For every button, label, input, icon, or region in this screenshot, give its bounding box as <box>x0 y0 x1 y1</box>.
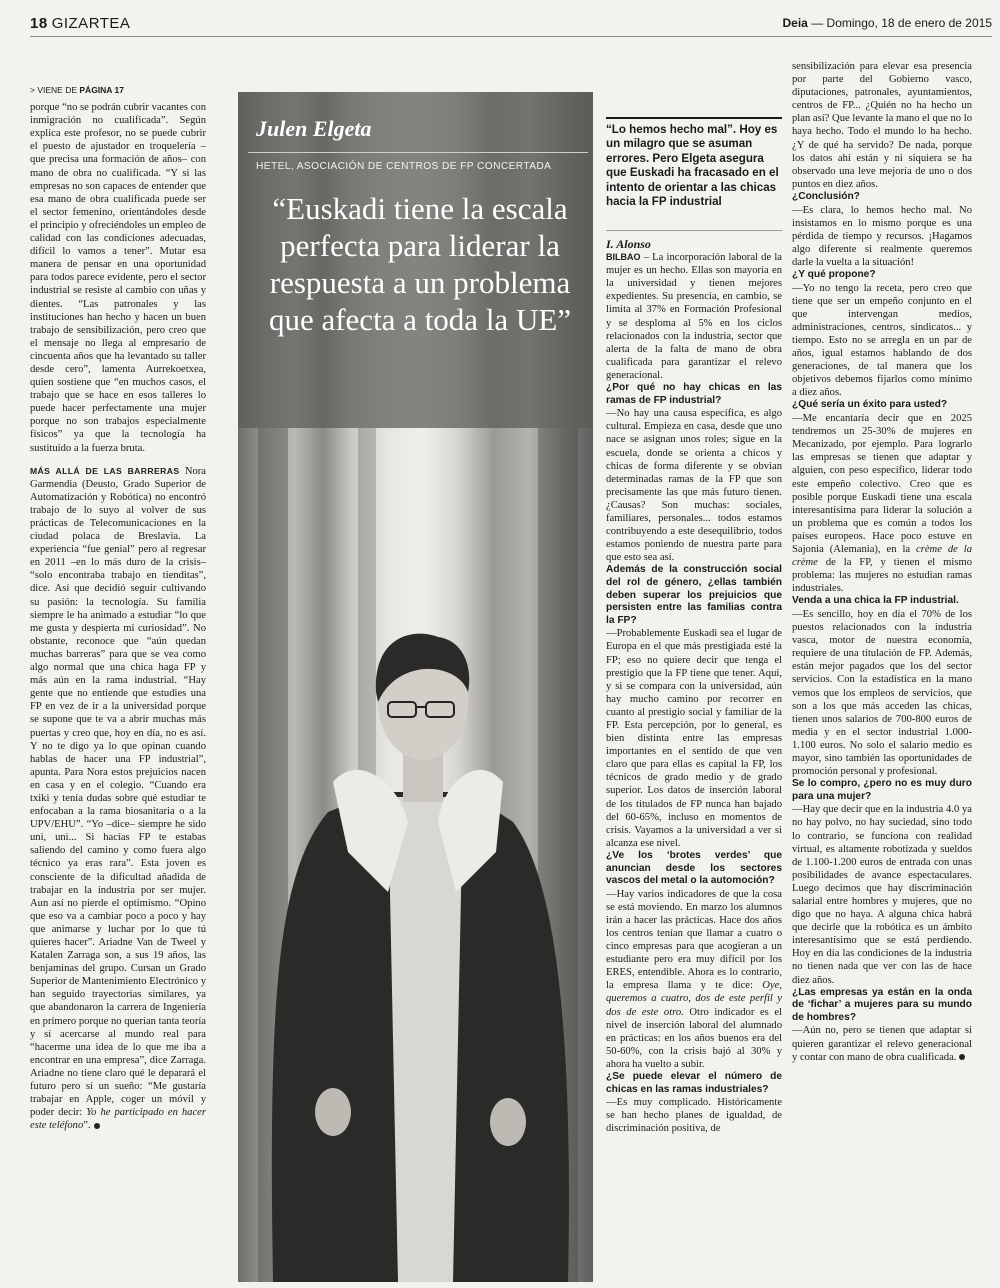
question: ¿Por qué no hay chicas en las ramas de FP industrial? <box>606 382 782 406</box>
paragraph: MÁS ALLÁ DE LAS BARRERAS Nora Garmendia (Deusto, Grado Superior de Automatización y Robótica) no encontró trabajo de lo suyo al volver de sus prácticas de Telecomunicaciones en la ciudad polaca de Breslavia. La experiencia “fue genial” pero al regresar en 2011 –en lo más duro de la crisis– “solo encontraba trabajo en tienditas”, dice. Así que decidió seguir cultivando su pasión: la tecnología. Su familia siempre le ha animado a estudiar “lo que me gusta y despierta mi curiosidad”. No obstante, reconoce que “aún quedan muchas barreras” para que se vea como algo normal que una chica haga FP y más aún en la rama industrial. “Hay gente que no entiende que estudies una FP en vez de ir a la universidad porque se supone que te va a abrir muchas más puertas y creo que, hoy en día, no es así. Y no te digo ya lo que opinan cuando hablas de hacer una FP industrial”, apunta. Para Nora estos prejuicios nacen en casa y en el colegio. “Cuando era txiki y tenía dudas sobre qué estudiar te enfocaban a la rama biosanitaria o a la UPV/EHU”. “Yo –dice– siempre he sido uni, uni... Si hacías FP te estabas saliendo del camino y como fuera algo técnico ya eras rara”. Esta joven es consciente de la dificultad añadida de trabajar en la industria por ser mujer. Aun así no pierde el optimismo. “Opino que eso va a cambiar poco a poco y hay que animarse y luchar por lo que tú quieres hacer”. Ariadne Van de Tweel y Katalen Zarraga son, a sus 19 años, las benjaminas del grupo. Cursan un Grado Superior de Mantenimiento Electrónico y han seguido trayectorias similares, ya que abandonaron la carrera de Ingeniería en primero porque no querían tanta teoría y sí acercarse al mundo real para “hacerme una idea de lo que me iba a encontrar en una empresa”, dice Zarraga. Ariadne no tiene claro qué le deparará el futuro pero sí un sueño: “Me gustaría trabajar en Apple, coger un móvil y poder decir: Yo he participado en hacer este teléfono”. <box>30 465 206 1132</box>
byline: I. Alonso <box>606 237 651 251</box>
issue-date: Domingo, 18 de enero de 2015 <box>826 16 992 30</box>
question: ¿Y qué propone? <box>792 269 876 280</box>
column-4 <box>792 60 972 1064</box>
column-3 <box>606 238 782 1135</box>
answer: —Es sencillo, hoy en día el 70% de los puestos relacionados con la industria vasca, motor de nuestra economía, requiere de una titulación de FP. Además, están mejor pagados que los del sector servicios. Con la estadística en la mano vemos que los empleos de servicios, que son a los que más acceden las chicas, tienen unos salarios de 700-800 euros de media y en el sector industrial 1.000-1.100 euros. No solo el salario medio es mayor, sino también las oportunidades de promoción personal y profesional. <box>792 608 972 778</box>
paper-date: Deia — Domingo, 18 de enero de 2015 <box>782 16 992 30</box>
answer: —Es clara, lo hemos hecho mal. No insistamos en lo mismo porque es una pérdida de tiempo y recursos. ¡Hagamos algo diferente si realmente queremos darle la vuelta a la situación! <box>792 204 972 268</box>
subhead: MÁS ALLÁ DE LAS BARRERAS <box>30 465 180 476</box>
section-label <box>30 15 130 32</box>
question: Se lo compro, ¿pero no es muy duro para una mujer? <box>792 778 972 802</box>
question: ¿Se puede elevar el número de chicas en las ramas industriales? <box>606 1071 782 1095</box>
divider <box>606 230 782 231</box>
page-header <box>30 10 992 37</box>
question: ¿Qué sería un éxito para usted? <box>792 399 948 411</box>
question: Venda a una chica la FP industrial. <box>792 595 959 607</box>
answer: —Probablemente Euskadi sea el lugar de Europa en el que más prestigiada esté la FP; eso no quiere decir que tenga el prestigio que la FP tiene que tener. Aquí, y si se compara con la universidad, aún hay mucho camino por recorrer en cuanto al prestigio social y familiar de la FP. Esta percepción, por lo general, es bien distinta entre las empresas importantes en el sentido de que ven claro que para ellas es capital la FP, los técnicos de grado medio y de grado superior. Los datos de inserción laboral de los titulados de FP nunca han bajado del 60-65%, incluso en momentos de crisis. Vayamos a la universidad a ver si alcanza ese nivel. <box>606 628 782 849</box>
question: ¿Las empresas ya están en la onda de ‘fichar’ a mujeres para su mundo de hombres? <box>792 986 972 1023</box>
interviewee-name: Julen Elgeta <box>256 116 372 141</box>
dateline: BILBAO <box>606 252 641 263</box>
answer: —No hay una causa específica, es algo cultural. Empieza en casa, desde que uno nace se asignan unos roles; sigue en la escuela, donde se orienta a chicos y chicas de forma diferente y se obvian determinadas ramas de la FP que son precisamente las que más futuro tienen. ¿Causas? Son muchas: sociales, familiares, personales... todos estamos contribuyendo a este desequilibrio, todos estamos poniendo de nuestra parte para que esto sea así. <box>606 408 782 564</box>
divider <box>248 152 588 153</box>
paragraph: porque “no se podrán cubrir vacantes con inmigración no cualificada”. Según explica este profesor, no se puede cubrir el puesto de ajustador en troquelería –que precisa una formación de años– con mano de obra no cualificada. “Y si las empresas no son capaces de entender que esa mano de obra cualificada puede ser el sector femenino, orientándoles desde el principio y ofreciéndoles un empleo de calidad con las condiciones adecuadas, difícil lo vamos a tener”. Mutar esa manera de pensar en una oportunidad para todos parece evidente, pero el sector industrial se resiste al cambio con uñas y dientes. “Las patronales y las instituciones han hecho y hacen un buen trabajo de sensibilización, pero creo que el mensaje no llega al empresario de cincuenta años que ha levantado su taller desde cero”, lamenta Aurrekoetxea, quien sostiene que “en muchos casos, el trabajo que se hace en esos talleres lo puede hacer perfectamente una mujer porque no son trabajos especialmente físicos” ya que la tecnología ha sustituido a la fuerza bruta. <box>30 102 206 454</box>
paper-name: Deia <box>782 16 808 30</box>
answer: sensibilización para elevar esa presencia por parte del Gobierno vasco, diputaciones, patronales, ayuntamientos, centros de FP... ¿Quién no ha hecho un plan así? Que levante la mano el que no lo haya hecho. Todo el mundo lo ha hecho. ¿Y de qué ha servido? De nada, porque los datos ahí están y ni siquiera se ha observado una leve mejoría de uno o dos puntos en diez años. <box>792 61 972 190</box>
answer: —Aún no, pero se tienen que adaptar si quieren garantizar el relevo generacional y contar con mano de obra cualificada. <box>792 1025 972 1063</box>
question: Además de la construcción social del rol de género, ¿ellas también deben superar los prejuicios que persisten entre las familias contra la FP? <box>606 564 782 626</box>
answer: —Hay varios indicadores de que la cosa se está moviendo. En marzo los alumnos irán a hacer las prácticas. Hace dos años los centros tenían que llamar a cuatro o cinco empresas para que acogieran a un estudiante pero era muy difícil por los ERES, entendible. Ahora es lo contrario, la empresa llama y te dice: Oye, queremos a cuatro, dos de este perfil y dos de este otro. Otro indicador es el nivel de inserción laboral del alumnado en prácticas: en los años buenos era del 50-60%, con la crisis bajó al 30% y ahora ha vuelto a subir. <box>606 888 782 1070</box>
page-number: 18 <box>30 14 48 32</box>
column-1 <box>30 85 206 1132</box>
paragraph: BILBAO – La incorporación laboral de la mujer es un hecho. Ellas son mayoría en la universidad y tienen mejores expedientes. Su presencia, en cambio, se limita al 37% en Formación Profesional y se desploma al 5% en los ciclos relacionados con la industria, sector que alerta de la falta de mano de obra cualificada para garantizar el relevo generacional. <box>606 252 782 381</box>
end-mark-icon <box>959 1054 965 1060</box>
interviewee-org: HETEL, ASOCIACIÓN DE CENTROS DE FP CONCERTADA <box>256 161 552 172</box>
answer: —Yo no tengo la receta, pero creo que tiene que ser un empeño conjunto en el que intervengan medios, administraciones, centros, sindicatos... y tiempo. Esto no se arregla en un par de años, igual estamos hablando de dos generaciones, de tal manera que los objetivos debemos fijarlos como mínimo a diez años. <box>792 282 972 399</box>
section-name: GIZARTEA <box>51 14 131 32</box>
question: ¿Ve los ‘brotes verdes’ que anuncian desde los sectores vascos del metal o la automoción? <box>606 849 782 887</box>
headline: “Euskadi tiene la escala perfecta para liderar la respuesta a un problema que afecta a toda la UE” <box>268 191 572 337</box>
pull-quote: “Lo hemos hecho mal”. Hoy es un milagro que se asuman errores. Pero Elgeta asegura que Euskadi ha fracasado en el intento de orientar a las chicas hacia la FP industrial <box>606 117 782 209</box>
end-mark-icon <box>94 1123 100 1129</box>
continued-from: > VIENE DE PÁGINA 17 <box>30 85 124 95</box>
answer: —Me encantaría decir que en 2025 tendremos un 25-30% de mujeres en Mecanizado, por ejemplo. Para lograrlo las empresas se tienen que adaptar y alguien, con peso específico, liderar todo este empeño colectivo. Creo que es posible porque Euskadi tiene una escala interesantísima para liderar la solución a un problema que es común a todos los países europeos. Hace poco estuve en Sajonia (Alemania), en la crème de la crème de la FP, y tienen el mismo problema: las mujeres no estudian ramas industriales. <box>792 413 972 595</box>
answer: —Hay que decir que en la industria 4.0 ya no hay polvo, no hay suciedad, sino todo lo contrario, se funciona con realidad virtual, es altamente robotizada y sueldos de 1.100-1.200 euros de entrada con unas posibilidades de avance espectaculares. Luego decimos que hay discriminación salarial entre hombres y mujeres, que no digo que no haya. A alguna chica habrá que decirle que la robótica es un ámbito interesantísimo que se está perdiendo. Hoy en día las condiciones de la industria no tienen nada que ver con las de hace diez años. <box>792 804 972 986</box>
answer: —Es muy complicado. Históricamente se han hecho planes de igualdad, de discriminación positiva, de <box>606 1097 782 1135</box>
question: ¿Conclusión? <box>792 190 860 202</box>
